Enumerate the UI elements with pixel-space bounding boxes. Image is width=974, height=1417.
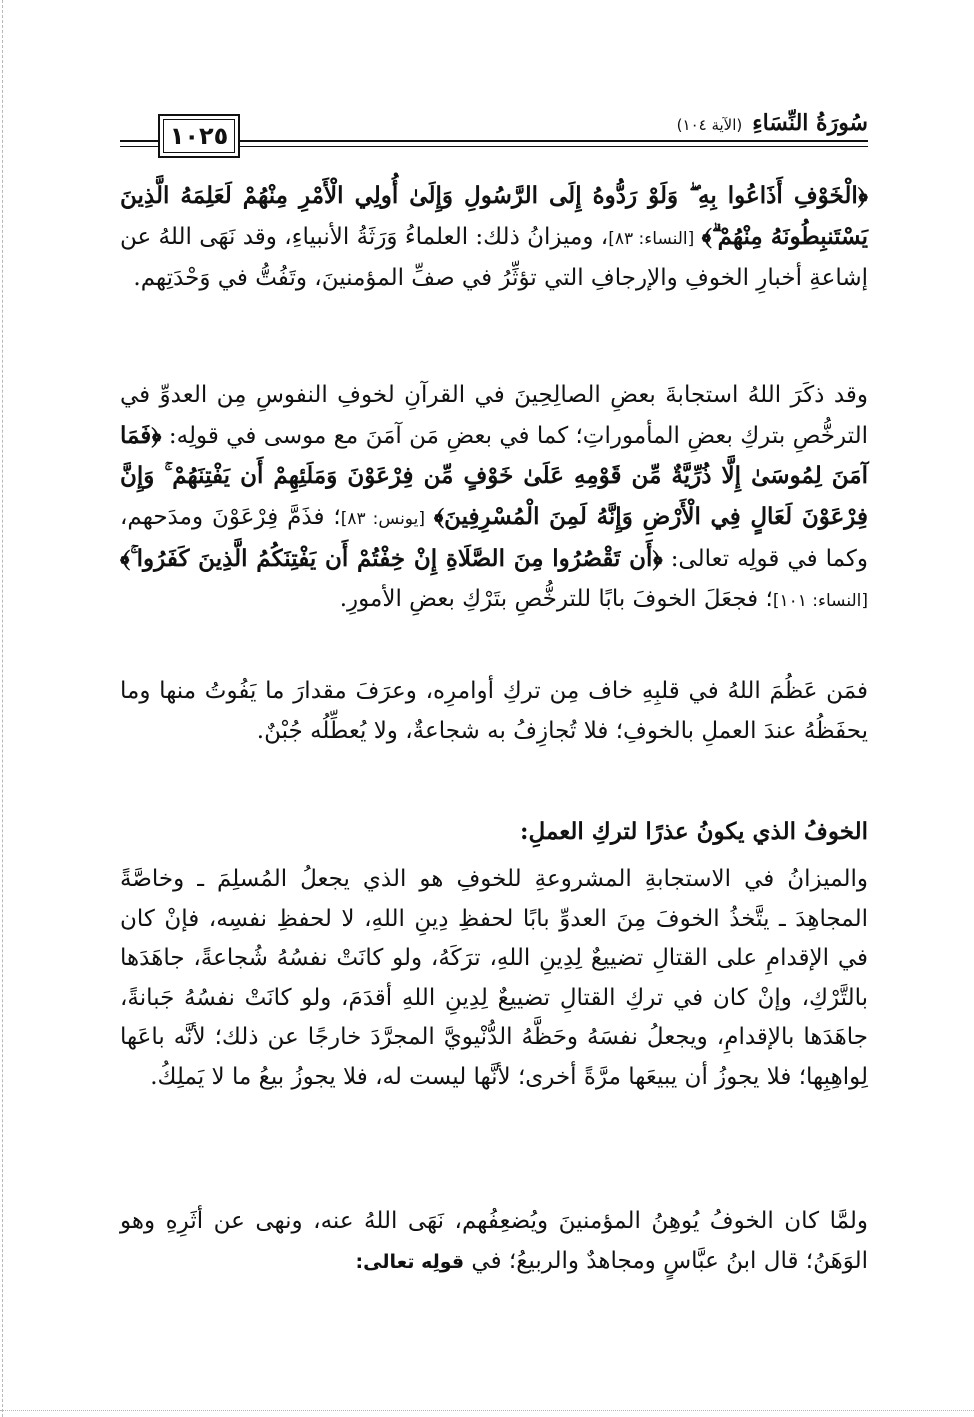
page-number-frame (158, 114, 240, 158)
page-header (120, 110, 868, 162)
page-body (120, 176, 868, 1282)
page-number: ١٠٢٥ (163, 119, 235, 153)
section-heading: الخوفُ الذي يكونُ عذرًا لتركِ العملِ: (520, 818, 868, 845)
paragraph-text: والميزانُ في الاستجابةِ المشروعةِ للخوفِ هو الذي يجعلُ المُسلِمَ ـ وخاصَّةً المجاهِدَ ـ يتَّخذُ الخوفَ مِنَ العدوِّ بابًا لحفظِ دِينِ اللهِ، لا لحفظِ نفسِه، فإنْ كان في الإقدامِ على القتالِ تضييعٌ لِدِينِ اللهِ، ترَكَهُ، ولو كانَتْ نفسُهُ شُجاعةً، جاهَدَها بالتَّرْكِ، وإنْ كان في تركِ القتالِ تضييعٌ لِدِينِ اللهِ أقدَمَ، ولو كانَتْ نفسُهُ جَبانةً، جاهَدَها بالإقدامِ، ويجعلُ نفسَهُ وحَظَّهُ الدُّنْيويَّ المجرَّدَ خارجًا عن ذلك؛ لأنَّه باعَها لِواهِبِها؛ فلا يجوزُ أن يبيعَها مرَّةً أخرى؛ لأنَّها ليست له، فلا يجوزُ بيعُ ما لا يَملِكُ. (120, 866, 868, 1090)
paragraph-text: ؛ فذَمَّ فِرْعَوْنَ ومدَحهم، وكما في قولِه تعالى: (120, 503, 868, 572)
verse-citation: [يونس: ٨٣] (340, 508, 425, 529)
paragraph-text: ؛ فجعَلَ الخوفَ بابًا للترخُّصِ بتَرْكِ بعضِ الأمورِ. (339, 585, 773, 612)
surah-title: سُورَةُ النِّسَاءِ (752, 110, 868, 136)
quran-verse: ﴿فَمَا آمَنَ لِمُوسَىٰ إِلَّا ذُرِّيَّةٌ مِّن قَوْمِهِ عَلَىٰ خَوْفٍ مِّن فِرْعَوْنَ وَمَلَئِهِمْ أَن يَفْتِنَهُمْ ۚ وَإِنَّ فِرْعَوْنَ لَعَالٍ فِي الْأَرْضِ وَإِنَّهُ لَمِنَ الْمُسْرِفِينَ﴾ (120, 421, 868, 530)
running-head (677, 110, 868, 138)
paragraph-2 (120, 376, 868, 672)
paragraph-text: ، وميزانُ ذلك: العلماءُ وَرَثَةُ الأنبياءِ، وقد نَهَى اللهُ عن إشاعةِ أخبارِ الخوفِ والإرجافِ التي تؤثِّرُ في صفِّ المؤمنينَ، وتَفُتُّ في وَحْدَتِهم. (120, 223, 868, 291)
paragraph-bold-tail: قولِه تعالى: (355, 1250, 465, 1273)
scan-bottom-edge (0, 1410, 974, 1412)
paragraph-text: فمَن عَظُمَ اللهُ في قلبِهِ خاف مِن تركِ أوامرِه، وعرَفَ مقدارَ ما يَفُوتُ منها وما يحفَظُهُ عندَ العملِ بالخوفِ؛ فلا تُجازِفُ به شجاعةٌ، ولا يُعطِّلُه جُبْنٌ. (120, 678, 868, 744)
paragraph-4 (120, 860, 868, 1202)
paragraph-text: وقد ذكَرَ اللهُ استجابةَ بعضِ الصالِحِينَ في القرآنِ لخوفِ النفوسِ مِن العدوِّ في الترخُّصِ بتركِ بعضِ المأموراتِ؛ كما في بعضِ مَن آمَنَ مع موسى في قولِه: (120, 382, 868, 449)
verse-reference: (الآية ١٠٤) (676, 116, 743, 134)
paragraph-5 (120, 1202, 868, 1282)
quran-verse: ﴿الْخَوْفِ أَذَاعُوا بِهِ ۖ وَلَوْ رَدُّوهُ إِلَى الرَّسُولِ وَإِلَىٰ أُولِي الْأَمْرِ مِنْهُمْ لَعَلِمَهُ الَّذِينَ يَسْتَنبِطُونَهُ مِنْهُمْ ۗ﴾ (120, 182, 868, 250)
scan-left-edge (2, 0, 4, 1417)
quran-verse: ﴿أَن تَقْصُرُوا مِنَ الصَّلَاةِ إِنْ خِفْتُمْ أَن يَفْتِنَكُمُ الَّذِينَ كَفَرُوا ۚ﴾ (120, 545, 663, 572)
paragraph-text: ولمَّا كان الخوفُ يُوهِنُ المؤمنينَ ويُضعِفُهم، نَهَى اللهُ عنه، ونهى عن أثَرِهِ وهو الوَهَنُ؛ قال ابنُ عبَّاسٍ ومجاهدٌ والربيعُ؛ في (120, 1208, 868, 1274)
paragraph-3 (120, 672, 868, 812)
paragraph-1 (120, 176, 868, 376)
verse-citation: [النساء: ٨٣] (608, 228, 695, 249)
verse-citation: [النساء: ١٠١] (772, 590, 868, 611)
